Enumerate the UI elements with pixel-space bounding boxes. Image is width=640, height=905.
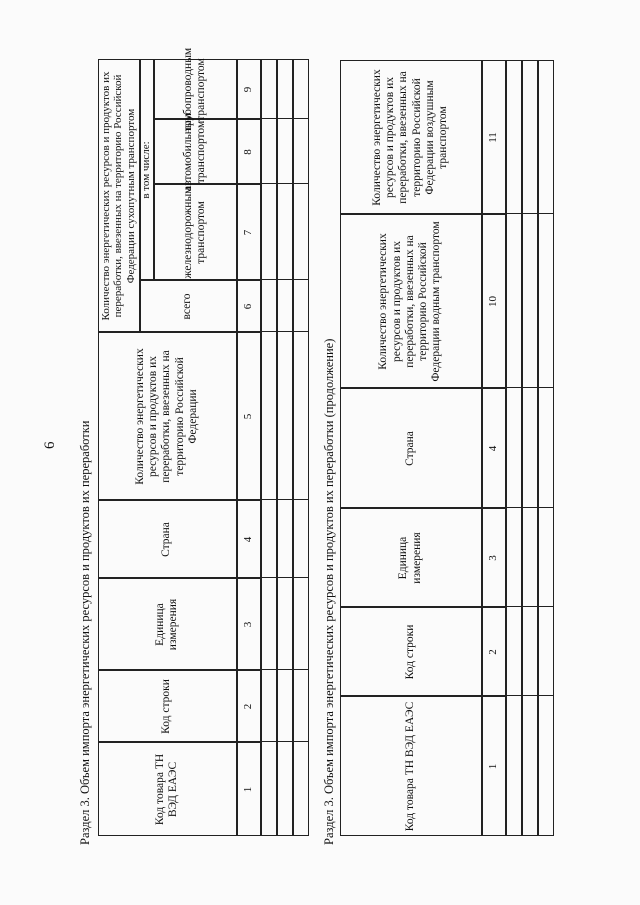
t2-empty-row [538, 61, 554, 837]
t1-header-pipeline: трубопроводным транспортом [154, 60, 237, 120]
t1-colnum: 2 [237, 671, 261, 743]
t1-header-including: в том числе: [140, 60, 154, 281]
t1-header-unit: Единица измерения [98, 579, 237, 671]
t1-header-quantity: Количество энергетических ресурсов и продуктов их переработки, ввезенных на территорию Российской Федерации [98, 333, 237, 501]
t1-colnum: 6 [237, 281, 261, 333]
t1-colnum: 7 [237, 185, 261, 281]
t1-header-country: Страна [98, 501, 237, 579]
t1-header-total: всего [140, 281, 237, 333]
t1-colnum: 1 [237, 743, 261, 837]
t1-colnum: 3 [237, 579, 261, 671]
page-number: 6 [42, 441, 58, 449]
t2-header-unit: Единица измерения [340, 509, 482, 608]
t2-colnum: 3 [482, 509, 506, 608]
t2-header-row-code: Код строки [340, 608, 482, 697]
table1-caption: Раздел 3. Объем импорта энергетических ресурсов и продуктов их переработки [78, 420, 92, 845]
t2-colnum: 11 [482, 61, 506, 215]
t1-header-rail: железнодорожным транспортом [154, 185, 237, 281]
t2-header-country: Страна [340, 389, 482, 509]
t1-header-road: автомобильным транспортом [154, 120, 237, 185]
t2-colnum: 2 [482, 608, 506, 697]
table2-caption: Раздел 3. Объем импорта энергетических ресурсов и продуктов их переработки (продолжение) [322, 338, 336, 845]
t1-colnum: 4 [237, 501, 261, 579]
t2-empty-row [506, 61, 522, 837]
t2-header-air: Количество энергетических ресурсов и продуктов их переработки, ввезенных на территорию Российской Федерации воздушным транспортом [340, 61, 482, 215]
t1-empty-row [261, 60, 277, 837]
t1-colnum: 9 [237, 60, 261, 120]
t1-header-row-code: Код строки [98, 671, 237, 743]
t2-colnum: 10 [482, 215, 506, 389]
t2-header-code: Код товара ТН ВЭД ЕАЭС [340, 697, 482, 837]
t2-header-water: Количество энергетических ресурсов и продуктов их переработки, ввезенных на территорию Российской Федерации водным транспортом [340, 215, 482, 389]
t1-header-land-transport: Количество энергетических ресурсов и продуктов их переработки, ввезенных на территорию Российской Федерации сухопутным транспортом [98, 60, 140, 333]
t1-empty-row [277, 60, 293, 837]
t1-colnum: 8 [237, 120, 261, 185]
t1-colnum: 5 [237, 333, 261, 501]
t2-colnum: 4 [482, 389, 506, 509]
t1-header-code: Код товара ТН ВЭД ЕАЭС [98, 743, 237, 837]
t1-empty-row [293, 60, 309, 837]
t2-colnum: 1 [482, 697, 506, 837]
t2-empty-row [522, 61, 538, 837]
